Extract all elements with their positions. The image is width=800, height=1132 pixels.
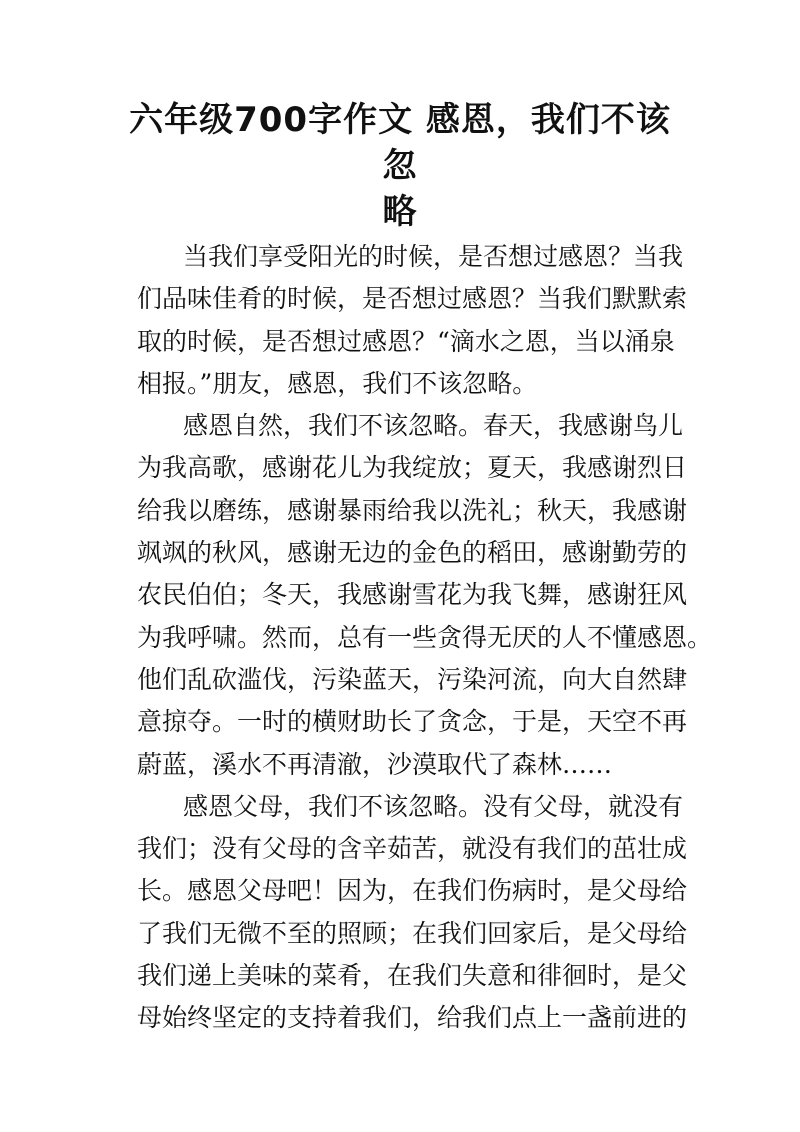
text-line: 长。感恩父母吧！因为，在我们伤病时，是父母给 [137,876,688,906]
text-line: 感恩父母，我们不该忽略。没有父母，就没有 [183,791,684,821]
paragraph-gratitude-parents [137,786,688,1040]
title-line-2: 略 [382,192,418,232]
document-title [120,97,680,235]
text-line: 飒飒的秋风，感谢无边的金色的稻田，感谢勤劳的 [137,538,688,568]
text-line: 农民伯伯；冬天，我感谢雪花为我飞舞，感谢狂风 [137,580,688,610]
text-line: 为我呼啸。然而，总有一些贪得无厌的人不懂感恩。 [137,622,713,652]
text-line: 意掠夺。一时的横财助长了贪念，于是，天空不再 [137,707,688,737]
paragraph-gratitude-intro [137,236,688,405]
text-line: 当我们享受阳光的时候，是否想过感恩？当我 [183,242,684,271]
text-line: 他们乱砍滥伐，污染蓝天，污染河流，向大自然肆 [137,664,688,694]
text-line: 相报。”朋友，感恩，我们不该忽略。 [137,368,538,398]
text-line: 取的时候，是否想过感恩？“滴水之恩，当以涌泉 [137,326,675,356]
text-line: 母始终坚定的支持着我们，给我们点上一盏前进的 [137,1003,688,1033]
text-line: 为我高歌，感谢花儿为我绽放；夏天，我感谢烈日 [137,453,688,483]
title-line-1: 六年级700字作文 感恩，我们不该忽 [129,100,671,186]
text-line: 蔚蓝，溪水不再清澈，沙漠取代了森林…… [137,749,613,779]
text-line: 们品味佳肴的时候，是否想过感恩？当我们默默索 [137,284,688,314]
text-line: 了我们无微不至的照顾；在我们回家后，是父母给 [137,918,688,948]
text-line: 我们；没有父母的含辛茹苦，就没有我们的茁壮成 [137,834,688,864]
text-line: 我们递上美味的菜肴，在我们失意和徘徊时，是父 [137,961,688,991]
text-line: 给我以磨练，感谢暴雨给我以洗礼；秋天，我感谢 [137,495,688,525]
document-body [137,236,713,1040]
text-line: 感恩自然，我们不该忽略。春天，我感谢鸟儿 [183,411,684,441]
paragraph-gratitude-nature [137,405,713,786]
